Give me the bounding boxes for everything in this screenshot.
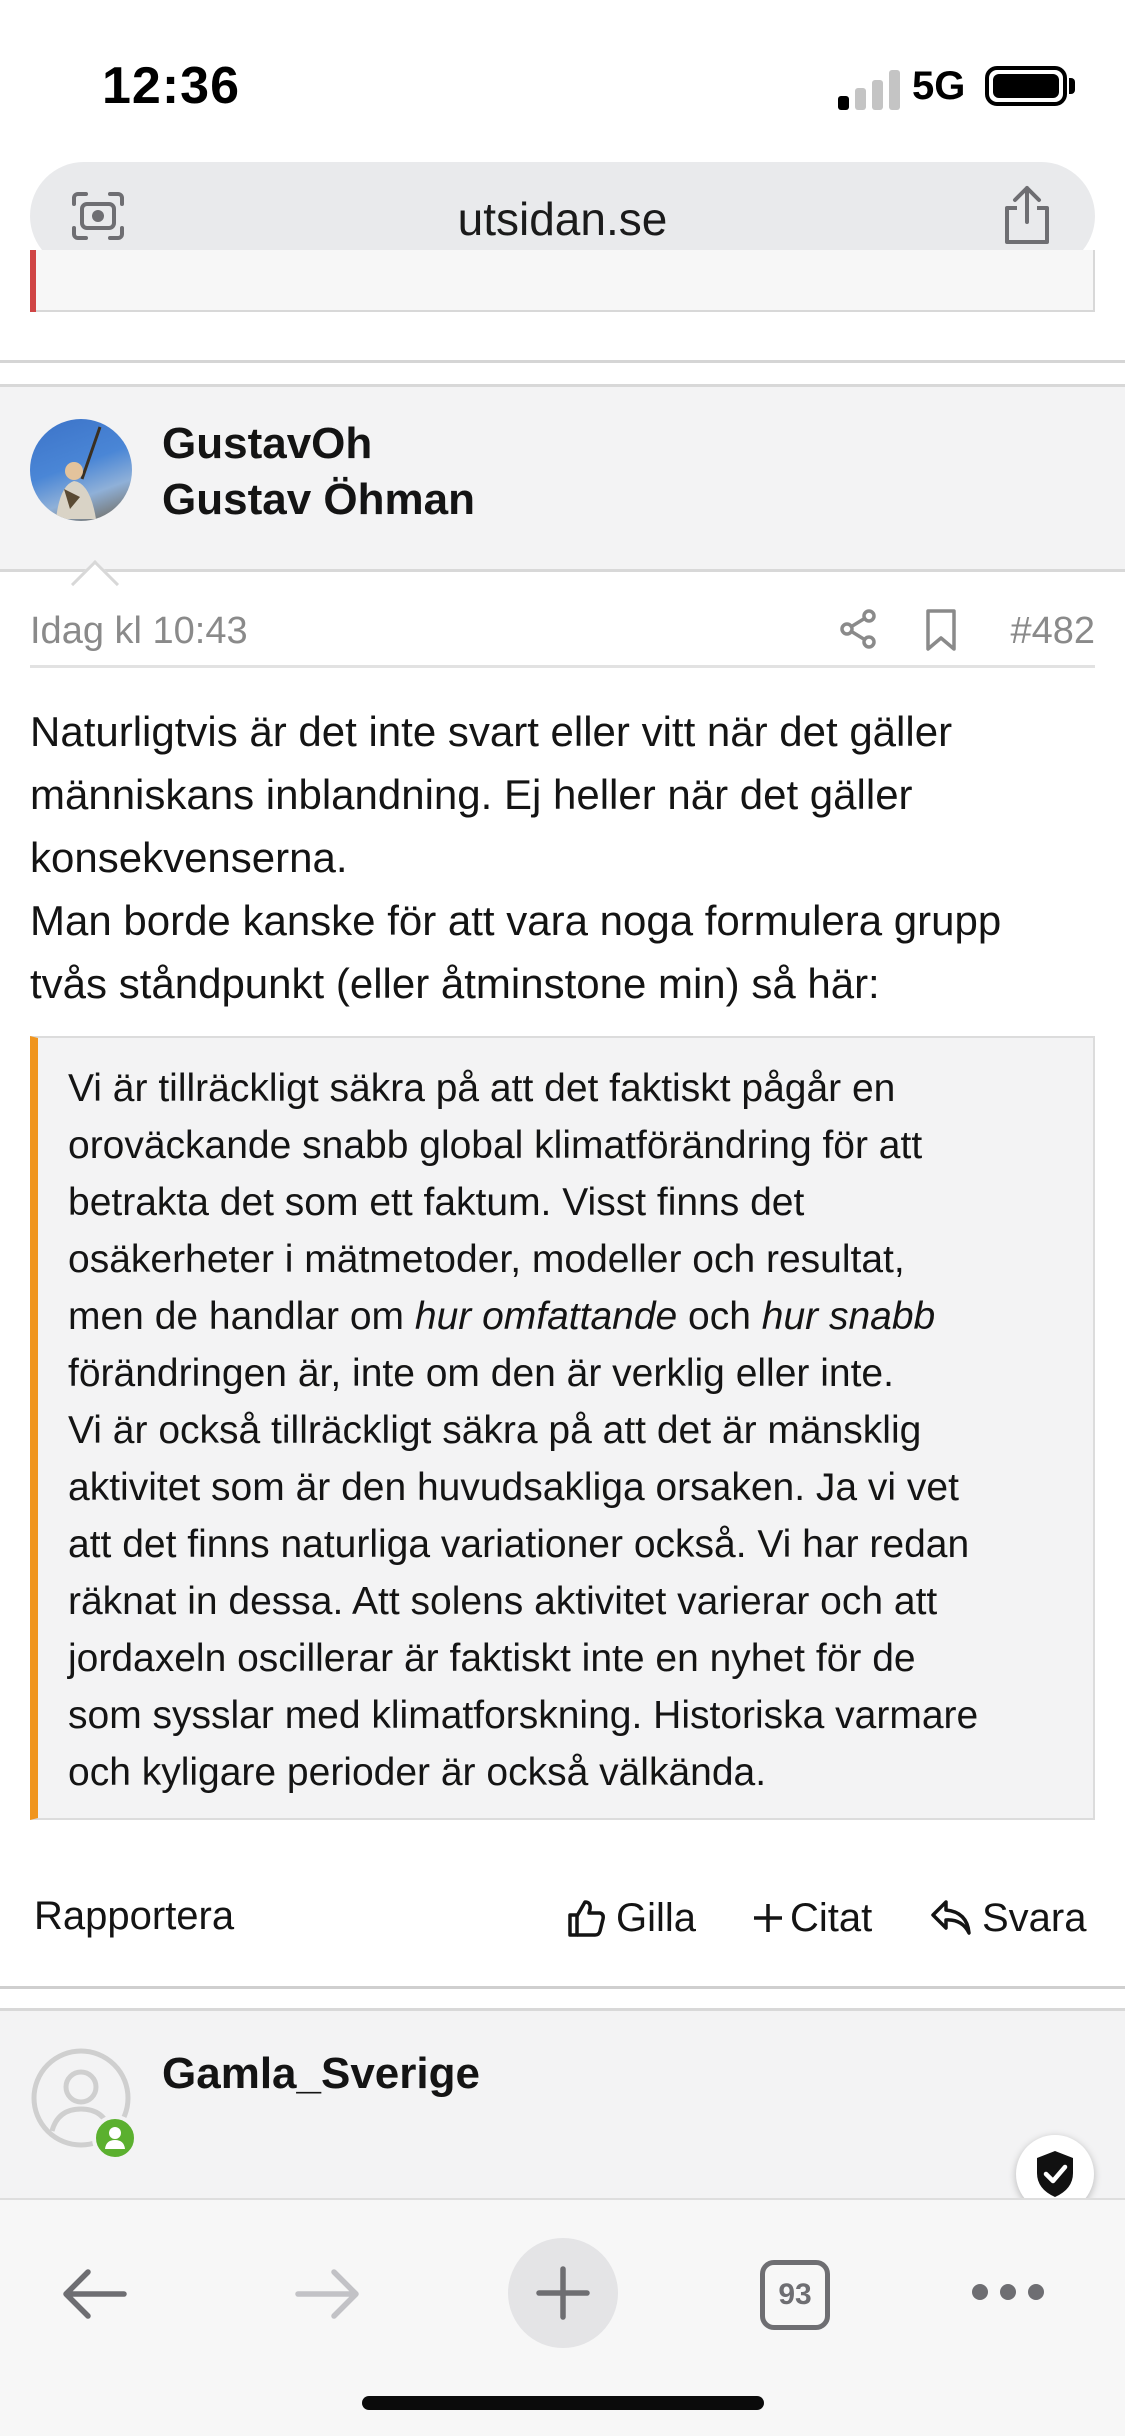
quote-line: som sysslar med klimatforskning. Historiska varmare — [68, 1694, 979, 1737]
status-bar — [0, 0, 1125, 160]
header-pointer — [71, 560, 119, 608]
quote-line: betrakta det som ett faktum. Visst finns det — [68, 1181, 805, 1224]
online-status-badge — [92, 2115, 138, 2161]
quote-line: och kyligare perioder är också välkända. — [68, 1751, 767, 1794]
quote-button[interactable] — [752, 1890, 872, 1946]
plus-icon — [752, 1902, 784, 1934]
quote-line: förändringen är, inte om den är verklig eller inte. — [68, 1352, 894, 1395]
quote-line: Vi är tillräckligt säkra på att det faktiskt pågår en — [68, 1067, 896, 1110]
back-arrow-icon[interactable] — [58, 2266, 130, 2322]
reply-button[interactable] — [930, 1890, 1087, 1946]
thumbs-up-icon — [566, 1898, 606, 1938]
post-body-line: Naturligtvis är det inte svart eller vitt när det gäller — [30, 708, 953, 755]
post-body-line: Man borde kanske för att vara noga formulera grupp — [30, 897, 1002, 944]
previous-quote-box — [30, 250, 1095, 312]
status-time: 12:36 — [102, 57, 240, 115]
forward-arrow-icon[interactable] — [292, 2266, 364, 2322]
quote-line: Vi är också tillräckligt säkra på att det är mänsklig — [68, 1409, 922, 1452]
quote-line: jordaxeln oscillerar är faktiskt inte en nyhet för de — [68, 1637, 916, 1680]
reply-icon — [930, 1898, 972, 1938]
quote-line: aktivitet som är den huvudsakliga orsaken. Ja vi vet — [68, 1466, 959, 1509]
new-tab-button[interactable] — [508, 2238, 618, 2348]
quote-emphasis: hur omfattande — [414, 1295, 678, 1338]
post-real-name: Gustav Öhman — [162, 475, 475, 524]
post-body-line: tvås ståndpunkt (eller åtminstone min) så här: — [30, 960, 880, 1007]
quote-line — [68, 1288, 978, 1345]
post-header — [0, 384, 1125, 572]
post-number[interactable]: #482 — [1010, 610, 1095, 652]
post-username[interactable]: GustavOh — [162, 419, 373, 468]
plus-icon — [535, 2265, 591, 2321]
share-icon[interactable] — [999, 184, 1055, 246]
quote-line: osäkerheter i mätmetoder, modeller och resultat, — [68, 1238, 905, 1281]
quote-block — [30, 1036, 1095, 1820]
avatar-photo-icon — [30, 419, 132, 521]
url-text[interactable]: utsidan.se — [457, 193, 668, 245]
share-post-icon[interactable] — [838, 608, 878, 650]
quote-text-fragment: men de handlar om — [68, 1295, 415, 1338]
tabs-button[interactable]: 93 — [760, 2260, 830, 2330]
quote-text-fragment: och — [677, 1295, 762, 1338]
post-body — [30, 700, 1100, 1015]
like-button[interactable] — [566, 1890, 696, 1946]
user-icon — [96, 2119, 134, 2157]
battery-cap — [1069, 78, 1075, 94]
post-body-line: människans inblandning. Ej heller när det gäller — [30, 771, 913, 818]
signal-icon — [838, 70, 900, 110]
network-type: 5G — [912, 64, 966, 108]
divider — [0, 360, 1125, 363]
divider — [0, 1986, 1125, 1989]
post-actions — [0, 1880, 1125, 1960]
more-menu-icon[interactable] — [972, 2284, 1044, 2304]
next-post-header — [0, 2008, 1125, 2198]
shield-check-icon — [1033, 2149, 1077, 2199]
quote-text — [68, 1060, 978, 1801]
post-meta — [30, 604, 1095, 668]
battery-icon — [985, 66, 1067, 106]
quote-line: att det finns naturliga variationer också. Vi har redan — [68, 1523, 970, 1566]
reply-label: Svara — [982, 1895, 1087, 1940]
post-body-line: konsekvenserna. — [30, 834, 348, 881]
quote-label: Citat — [790, 1895, 873, 1940]
avatar[interactable] — [30, 419, 132, 521]
bookmark-icon[interactable] — [924, 608, 958, 652]
post-date[interactable]: Idag kl 10:43 — [30, 610, 248, 652]
next-post-username[interactable]: Gamla_Sverige — [162, 2049, 480, 2098]
quote-emphasis: hur snabb — [761, 1295, 936, 1338]
quote-line: räknat in dessa. Att solens aktivitet varierar och att — [68, 1580, 938, 1623]
quote-line: oroväckande snabb global klimatförändring för att — [68, 1124, 923, 1167]
report-button[interactable]: Rapportera — [34, 1894, 235, 1938]
home-indicator[interactable] — [362, 2396, 764, 2410]
like-label: Gilla — [616, 1895, 697, 1940]
previous-post-tail — [0, 270, 1125, 330]
